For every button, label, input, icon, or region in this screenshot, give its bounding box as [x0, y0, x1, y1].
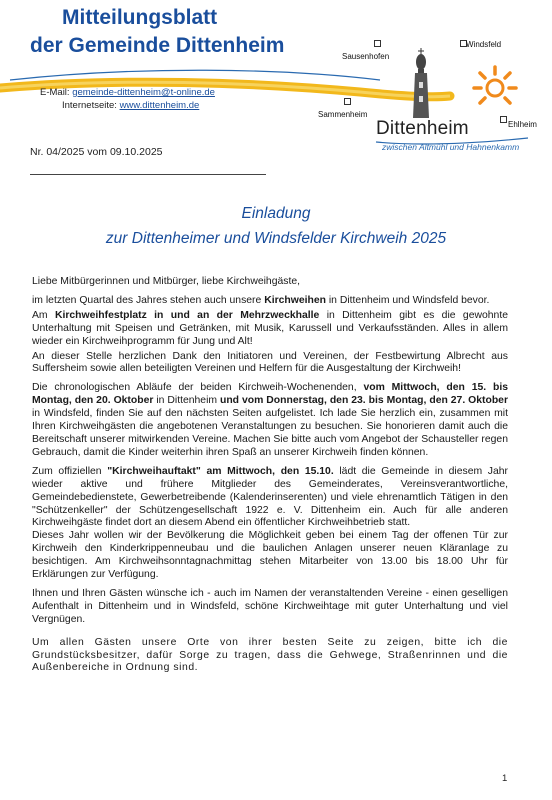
auftakt-paragraph — [32, 466, 508, 531]
text-span: Zum offiziellen — [32, 465, 108, 477]
masthead-title-line2: der Gemeinde Dittenheim — [30, 34, 285, 57]
place-label-ehlheim: Ehlheim — [508, 120, 537, 129]
invitation-heading: Einladung — [241, 205, 311, 222]
bold-text: und vom Donnerstag, den 23. bis Montag, den 27. Oktober — [219, 395, 508, 407]
website-label: Internetseite: — [62, 100, 117, 111]
municipality-logo-name: Dittenheim — [376, 118, 469, 139]
thanks-paragraph: An dieser Stelle herzlichen Dank den Initiatoren und Vereinen, der Festbewirtung Albrecht aus Suffersheim sowie allen beteiligten Vereinen und Helfern für die Ausgestaltung der Kirchweih! — [32, 350, 508, 375]
closing-paragraph: Um allen Gästen unsere Orte von ihrer besten Seite zu zeigen, bitte ich die Grundstücksbesitzer, dafür Sorge zu tragen, dass die Gehwege, Straßenrinnen und die Außenbereiche in Ordnung sind. — [32, 636, 508, 674]
invitation-subheading: zur Dittenheimer und Windsfelder Kirchweih 2025 — [105, 230, 447, 247]
place-label-sausenhofen: Sausenhofen — [342, 52, 390, 61]
text-span: in Windsfeld, finden Sie auf den nächsten Seiten aufgelistet. Ich lade Sie herzlich ein, zusammen mit Ihren Kirchweihgästen die angebotenen Veranstaltungen zu besuchen. Sie honorieren damit auch die Bereitschaft unserer mitwirkenden Vereine. Machen Sie bitte auch vom Angebot der Schausteller regen Gebrauch, damit die Kinder weiterhin ihren Spaß an unserer Kirchweih finden können. — [32, 408, 508, 458]
issue-number: Nr. 04/2025 vom 09.10.2025 — [30, 146, 163, 158]
map-marker-icon — [500, 116, 507, 123]
bold-text: Kirchweihfestplatz in und an der Mehrzweckhalle — [54, 309, 320, 321]
text-span: lädt die Gemeinde in diesem Jahr wieder aktive und frühere Mitglieder des Gemeinderates, Vereinsverantwortliche, Gemeindebedienstete, Gewerbetreibende (Kalenderinserenten) und viele ehrenamtlich Tätigen in den "Schützenkeller" der Schützengesellschaft 1922 e. V. Dittenheim ein. Auch für alle anderen Kirchweihgäste findet dort an diesem Abend ein öffentlicher Kirchweihbetrieb statt. — [32, 465, 509, 529]
text-span: in Dittenheim und Windsfeld bevor. — [325, 294, 490, 306]
header-divider — [30, 174, 266, 175]
page-number: 1 — [502, 773, 508, 784]
text-span: Am — [32, 309, 55, 321]
church-tower-icon — [406, 48, 436, 120]
schedule-paragraph — [32, 382, 508, 459]
text-span: in Dittenheim — [153, 395, 220, 407]
email-label: E-Mail: — [40, 87, 70, 98]
email-link[interactable]: gemeinde-dittenheim@t-online.de — [72, 87, 215, 98]
email-line — [40, 87, 215, 98]
masthead-title-line1: Mitteilungsblatt — [62, 6, 218, 29]
open-day-paragraph: Dieses Jahr wollen wir der Bevölkerung die Möglichkeit geben bei einem Tag der offenen Tür zur Kirchweih den Kinderkrippenneubau und die baulichen Anlagen unserer neuen Kläranlage zu besichtigen. Am Kirchweihsonntagnachmittag stehen Mitarbeiter von 13.00 bis 18.00 Uhr für Erklärungen zur Verfügung. — [32, 530, 508, 581]
sun-icon — [470, 64, 520, 108]
bold-text: Kirchweihen — [264, 294, 326, 306]
intro-paragraph — [32, 295, 508, 308]
bold-text: vom Mittwoch, den 15. bis Montag, den 20. Oktober — [32, 382, 509, 407]
place-label-windsfeld: Windsfeld — [466, 40, 502, 49]
text-span: Die chronologischen Abläufe der beiden Kirchweih-Wochenenden, — [32, 382, 364, 394]
map-marker-icon — [344, 98, 351, 105]
website-line — [62, 100, 199, 111]
municipality-logo-tagline: zwischen Altmühl und Hahnenkamm — [382, 142, 520, 152]
wishes-paragraph: Ihnen und Ihren Gästen wünsche ich - auch im Namen der veranstaltenden Vereine - einen geselligen Aufenthalt in Dittenheim und in Windsfeld, schöne Kirchweihtage mit guter Unterhaltung und viel Vergnügen. — [32, 587, 508, 625]
text-span: in Dittenheim gibt es die gewohnte Unterhaltung mit Speisen und Getränken, mit Musik, Karussell und Verkaufsständen. Alles in allem wieder ein Kirchweihprogramm für Jung und Alt! — [32, 309, 508, 347]
place-label-sammenheim: Sammenheim — [318, 110, 368, 119]
letter-body — [32, 276, 508, 681]
website-link[interactable]: www.dittenheim.de — [119, 100, 200, 111]
map-marker-icon — [374, 40, 381, 47]
greeting-paragraph: Liebe Mitbürgerinnen und Mitbürger, liebe Kirchweihgäste, — [32, 276, 301, 287]
text-span: im letzten Quartal des Jahres stehen auch unsere — [32, 294, 265, 306]
bold-text: "Kirchweihauftakt" am Mittwoch, den 15.10. — [107, 465, 334, 477]
festplatz-paragraph — [32, 310, 508, 349]
